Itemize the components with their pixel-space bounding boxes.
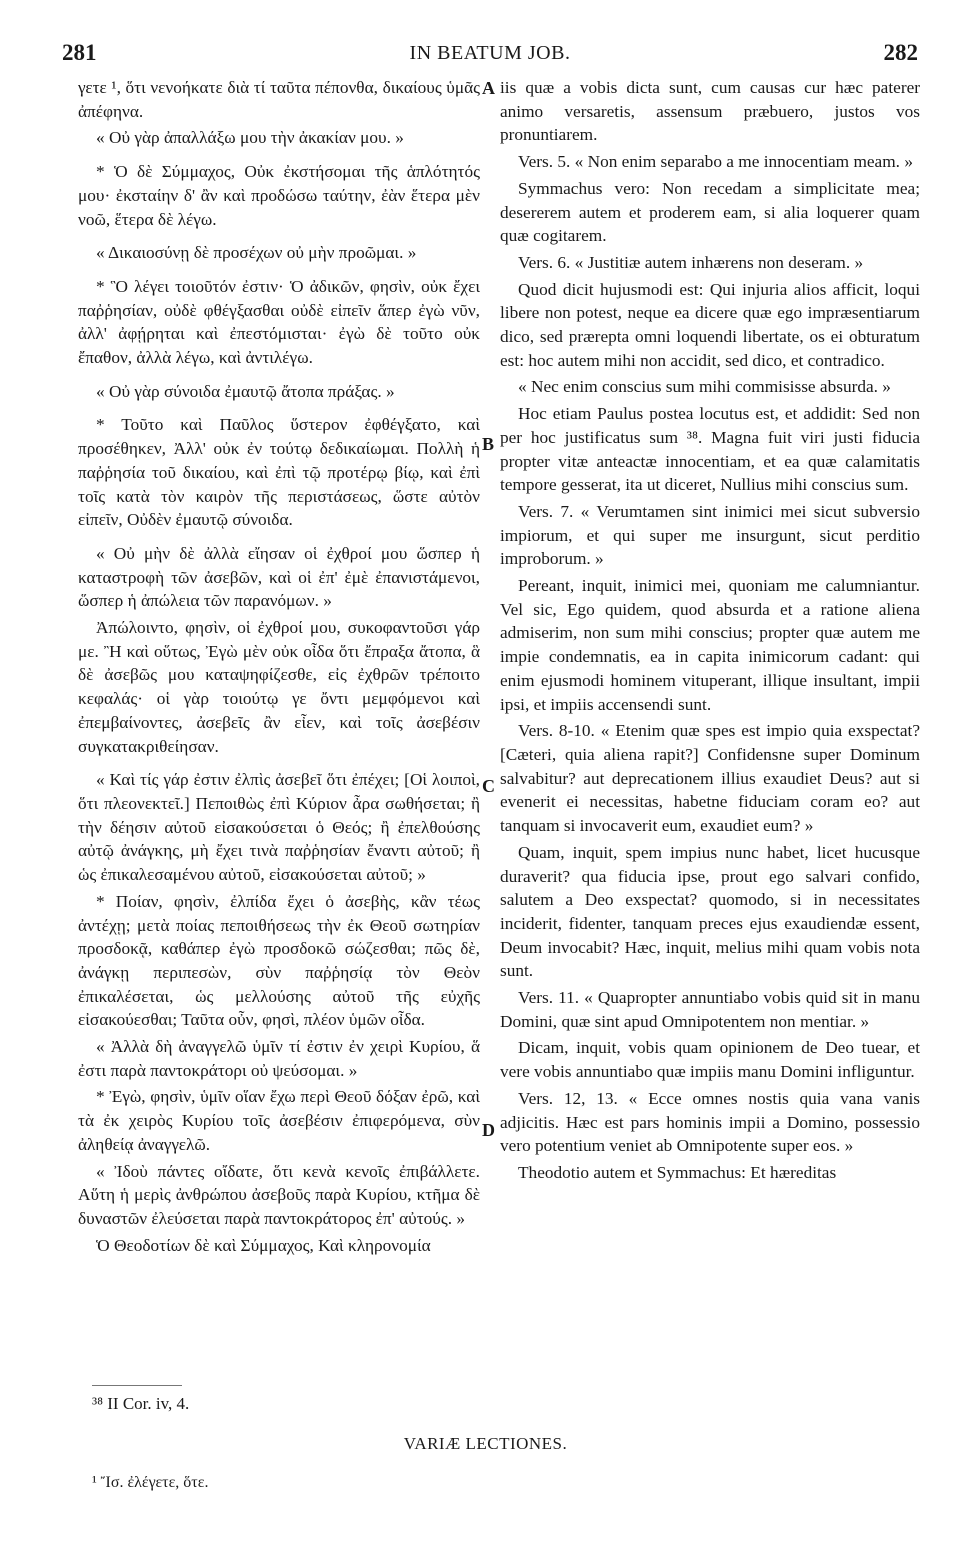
- running-title: IN BEATUM JOB.: [409, 42, 571, 64]
- footnote: ³⁸ II Cor. iv, 4.: [92, 1394, 190, 1413]
- greek-column: [78, 76, 480, 1260]
- greek-paragraph: * Ποίαν, φησὶν, ἐλπίδα ἔχει ὁ ἀσεβὴς, κἂν τέως ἀντέχῃ; μετὰ ποίας πεποιθήσεως τὴν ἐκ Θεοῦ σωτηρίαν προσδοκᾷ, καθάπερ ἐγὼ προσδοκῶ σώζεσθαι; πῶς δὲ, ἀνάγκῃ περιπεσὼν, σὺν παῤῥησίᾳ τὸν Θεὸν ἐπικαλέσεται, ὡς μελλούσης αὐτοῦ τῆς εὐχῆς εἰσακούεσθαι; Ταῦτα οὖν, φησὶ, πλέον ὑμῶν οἶδα.: [78, 891, 480, 1030]
- margin-marker-c: C: [482, 776, 495, 796]
- latin-paragraph: Symmachus vero: Non recedam a simplicitate mea; desererem autem et proderem eam, si alia loquerer quam quæ cogitarem.: [500, 178, 920, 246]
- latin-paragraph: Dicam, inquit, vobis quam opinionem de Deo tuear, et vere vobis annuntiabo quæ impiis manu Domini infliguntur.: [500, 1038, 920, 1082]
- variae-lectiones-heading: VARIÆ LECTIONES.: [403, 1434, 568, 1453]
- latin-paragraph: Vers. 12, 13. « Ecce omnes nostis quia vana vanis adjicitis. Hæc est pars hominis impii a Domino, possessio vero potentium veniet ab Omnipotente super eos. »: [500, 1088, 920, 1156]
- greek-paragraph: γετε ¹, ὅτι νενοήκατε διὰ τί ταῦτα πέπονθα, δικαίους ὑμᾶς ἀπέφηνα.: [78, 78, 480, 121]
- greek-paragraph: « Οὐ μὴν δὲ ἀλλὰ εἴησαν οἱ ἐχθροί μου ὥσπερ ἡ καταστροφὴ τῶν ἀσεβῶν, καὶ οἱ ἐπ' ἐμὲ ἐπανιστάμενοι, ὥσπερ ἡ ἀπώλεια τῶν παρανόμων. »: [78, 543, 480, 611]
- greek-paragraph: * Ὁ δὲ Σύμμαχος, Οὐκ ἐκστήσομαι τῆς ἁπλότητός μου· ἐκσταίην δ' ἂν καὶ προδώσω ταύτην, ἐὰν ἕτερα μὲν νοῶ, ἕτερα δὲ λέγω.: [78, 162, 480, 229]
- latin-paragraph: Vers. 7. « Verumtamen sint inimici mei sicut subversio impiorum, et qui super me insurgunt, sicut perditio improborum. »: [500, 501, 920, 569]
- greek-paragraph: Ἀπώλοιντο, φησὶν, οἱ ἐχθροί μου, συκοφαντοῦσι γάρ με. Ἢ καὶ οὕτως, Ἐγὼ μὲν οὐκ οἶδα ὅτι ἔπραξα ἄτοπα, ἃ δὲ ἀσεβῶς μου καταψηφίζεσθε, εἰς ἐχθρῶν τρέποιτο κεφαλάς· οἱ γὰρ τοιούτῳ γε ὄντι μεμφόμενοι καὶ ἐπεμβαίνοντες, ἀσεβεῖς ἂν εἶεν, καὶ τοῖς ἀσεβέσιν συγκατακριθείησαν.: [78, 618, 480, 756]
- greek-paragraph: « Ἀλλὰ δὴ ἀναγγελῶ ὑμῖν τί ἐστιν ἐν χειρὶ Κυρίου, ἅ ἐστι παρὰ παντοκράτορι οὐ ψεύσομαι. »: [78, 1037, 480, 1080]
- latin-paragraph: Quod dicit hujusmodi est: Qui injuria alios afficit, loqui libere non potest, neque ea dicere quæ ego impræsentiarum dico, sed prærepta omni loquendi libertate, os ei obturatum est: hoc autem mihi non accidit, sed dico, et contradico.: [500, 279, 920, 370]
- latin-paragraph: Quam, inquit, spem impius nunc habet, licet hucusque duraverit? qua fiducia ipse, prout ego salvari confido, salutem a Deo exspectat? quomodo, si in necessitates inciderit, fidenter, tanquam preces ejus exaudiendæ essent, Deum invocabit? Hæc, inquit, melius mihi quam vobis nota sunt.: [500, 842, 920, 981]
- latin-paragraph: Vers. 11. « Quapropter annuntiabo vobis quid sit in manu Domini, quæ sint apud Omnipotentem non mentiar. »: [500, 988, 920, 1031]
- greek-paragraph: « Καὶ τίς γάρ ἐστιν ἐλπὶς ἀσεβεῖ ὅτι ἐπέχει; [Οἱ λοιποὶ, ὅτι πλεονεκτεῖ.] Πεποιθὼς ἐπὶ Κύριον ἆρα σωθήσεται; ἢ τὴν δέησιν αὐτοῦ εἰσακούσεται ὁ Θεός; ἢ ἐπελθούσης αὐτῷ ἀνάγκης, μὴ ἔχει τινὰ παῤῥησίαν ἔναντι αὐτοῦ; ἢ ὡς ἐπικαλεσαμένου αὐτοῦ, εἰσακούσεται αὐτοῦ; »: [78, 770, 480, 885]
- latin-paragraph: Vers. 8-10. « Etenim quæ spes est impio quia exspectat? [Cæteri, quia aliena rapit?] Confidensne super Dominum salvabitur? aut deprecationem illius exaudiet Deus? aut si evenerit ei necessitas, habetne fiduciam coram eo? aut tanquam si invocaverit eum, exaudiet eum? »: [500, 721, 920, 836]
- variant-note: ¹ Ἴσ. ἐλέγετε, ὅτε.: [92, 1474, 209, 1491]
- greek-paragraph: « Ἰδοὺ πάντες οἴδατε, ὅτι κενὰ κενοῖς ἐπιβάλλετε. Αὕτη ἡ μερὶς ἀνθρώπου ἀσεβοῦς παρὰ Κυρίου, κτῆμα δὲ δυναστῶν ἐλεύσεται παρὰ παντοκράτορος ἐπ' αὐτούς. »: [78, 1161, 480, 1228]
- greek-paragraph: Ὁ Θεοδοτίων δὲ καὶ Σύμμαχος, Καὶ κληρονομία: [96, 1235, 431, 1255]
- greek-paragraph: * Ὃ λέγει τοιοῦτόν ἐστιν· Ὁ ἀδικῶν, φησὶν, οὐκ ἔχει παῤῥησίαν, οὐδὲ φθέγξασθαι οὐδὲ εἰπεῖν ἅπερ ἐγὼ νῦν, ἀλλ' ἀφῄρηται καὶ ἐπεστόμισται· ἐγὼ δὲ τοῦτο οὐκ ἔπαθον, ἀλλὰ λέγω, καὶ ἀντιλέγω.: [78, 276, 480, 368]
- page-number-right: 282: [883, 40, 918, 65]
- margin-marker-b: B: [482, 434, 495, 454]
- greek-paragraph: * Ἐγὼ, φησὶν, ὑμῖν οἵαν ἔχω περὶ Θεοῦ δόξαν ἐρῶ, καὶ τὰ ἐκ χειρὸς Κυρίου τοῖς ἀσεβέσιν ἐπιφερόμενα, σὺν ἀληθείᾳ ἀναγγελῶ.: [78, 1087, 480, 1154]
- greek-paragraph: * Τοῦτο καὶ Παῦλος ὕστερον ἐφθέγξατο, καὶ προσέθηκεν, Ἀλλ' οὐκ ἐν τούτῳ δεδικαίωμαι. Πολλὴ ἡ παῤῥησία τοῦ δικαίου, καὶ ἐπὶ τῷ προτέρῳ βίῳ, καὶ ἐπὶ τοῖς κατὰ τὸν καιρὸν τῆς περιστάσεως, ὥστε αὐτὸν εἰπεῖν, Οὐδὲν ἐμαυτῷ σύνοιδα.: [78, 415, 480, 530]
- latin-paragraph: Vers. 6. « Justitiæ autem inhærens non deseram. »: [518, 252, 864, 272]
- latin-paragraph: Theodotio autem et Symmachus: Et hæreditas: [518, 1162, 837, 1182]
- running-header: [62, 40, 918, 70]
- latin-paragraph: « Nec enim conscius sum mihi commisisse absurda. »: [518, 377, 891, 397]
- latin-paragraph: Vers. 5. « Non enim separabo a me innocentiam meam. »: [518, 152, 913, 172]
- greek-paragraph: « Οὐ γὰρ ἀπαλλάξω μου τὴν ἀκακίαν μου. »: [96, 128, 404, 148]
- latin-paragraph: iis quæ a vobis dicta sunt, cum causas cur hæc paterer animo versaretis, assensum præbuero, justos vos pronuntiarem.: [500, 78, 920, 145]
- footnote-rule: [92, 1385, 182, 1386]
- latin-column: [500, 76, 920, 1188]
- margin-marker-a: A: [482, 78, 495, 98]
- page-number-left: 281: [62, 40, 97, 65]
- greek-paragraph: « Οὐ γὰρ σύνοιδα ἐμαυτῷ ἄτοπα πράξας. »: [96, 381, 395, 401]
- greek-paragraph: « Δικαιοσύνῃ δὲ προσέχων οὐ μὴν προῶμαι. »: [96, 243, 417, 263]
- margin-marker-d: D: [482, 1120, 495, 1140]
- latin-paragraph: Hoc etiam Paulus postea locutus est, et addidit: Sed non per hoc justificatus sum ³⁸. Magna fuit viri justi fiducia propter vitæ anteactæ innocentiam, et ea quæ calamitatis tempore gesserat, ita ut diceret, Nullius mihi conscius sum.: [500, 404, 920, 495]
- latin-paragraph: Pereant, inquit, inimici mei, quoniam me calumniantur. Vel sic, Ego quidem, quod absurda et a ratione aliena admiserim, non sum mihi conscius; propter quæ autem me impie condemnatis, ea in capita inimicorum cadant: qui enim ejusmodi hominem vituperant, illique insultant, impii ipsi, et impiis accensendi sunt.: [500, 576, 920, 714]
